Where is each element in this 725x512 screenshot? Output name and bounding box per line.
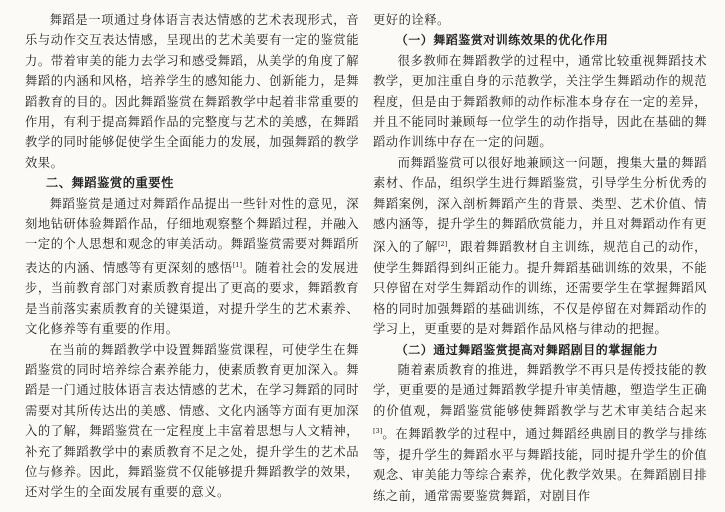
subsection-heading: （一）舞蹈鉴赏对训练效果的优化作用 [395, 33, 609, 48]
body-paragraph [25, 194, 359, 340]
section-heading: 二、舞蹈鉴赏的重要性 [45, 175, 174, 191]
body-paragraph: 更好的诠释。 [373, 13, 450, 27]
body-paragraph: 舞蹈是一项通过身体语言表达情感的艺术表现形式，音乐与动作交互表达情感，呈现出的艺术美要有一定的鉴赏能力。带着审美的能力去学习和感受舞蹈，从美学的角度了解舞蹈的内涵和风格，培养学生的感知能力、创新能力，是舞蹈教育的目的。因此舞蹈鉴赏在舞蹈教学中起着非常重要的作用，有利于提高舞蹈作品的完整度与艺术的美感，在舞蹈教学的同时能够促使学生全面能力的发展，加强舞蹈的教学效果。 [25, 13, 359, 170]
left-column [25, 10, 359, 503]
paragraph-text: 。随着社会的发展进步，当前教育部门对素质教育提出了更高的要求，舞蹈教育是当前落实素质教育的关键渠道，对提升学生的艺术素养、文化修养等有重要的作用。 [25, 260, 359, 337]
paragraph-text: 。在舞蹈教学的过程中，通过舞蹈经典剧目的教学与排练等，提升学生的舞蹈水平与舞蹈技能，同时提升学生的价值观念、审美能力等综合素养，优化教学效果。在舞蹈剧目排练之前，通常需要鉴赏舞蹈，对剧目作 [373, 427, 707, 503]
paragraph-text: ，跟着舞蹈教材自主训练，规范自己的动作，使学生舞蹈得到纠正能力。提升舞蹈基础训练的效果，不能只停留在对学生舞蹈动作的训练，还需要学生在掌握舞蹈风格的同时加强舞蹈的基础训练，不仅是停留在对舞蹈动作的学习上，更重要的是对舞蹈作品风格与律动的把握。 [373, 240, 707, 337]
body-paragraph [373, 360, 707, 506]
paragraph-text: 舞蹈鉴赏是通过对舞蹈作品提出一些针对性的意见，深刻地钻研体验舞蹈作品，仔细地观察整个舞蹈过程，并融入一定的个人思想和观念的审美活动。舞蹈鉴赏需要对舞蹈所表达的内涵、情感等有更深刻的感悟 [25, 196, 359, 275]
body-paragraph [373, 153, 707, 340]
citation-marker: [3] [373, 427, 383, 436]
subsection-heading: （二）通过舞蹈鉴赏提高对舞蹈剧目的掌握能力 [395, 342, 659, 357]
citation-marker: [1] [232, 260, 243, 269]
citation-marker: [2] [437, 240, 448, 249]
body-paragraph: 在当前的舞蹈教学中设置舞蹈鉴赏课程，可使学生在舞蹈鉴赏的同时培养综合素养能力，使素质教育更加深入。舞蹈是一门通过肢体语言表达情感的艺术，在学习舞蹈的同时需要对其所传达出的美感、情感、文化内涵等方面有更加深入的了解，舞蹈鉴赏在一定程度上丰富着思想与人文精神，补充了舞蹈教学中的素质教育不足之处，提升学生的艺术品位与修养。因此，舞蹈鉴赏不仅能够提升舞蹈教学的效果，还对学生的全面发展有重要的意义。 [25, 342, 359, 500]
right-column [373, 10, 707, 506]
paragraph-text: 而舞蹈鉴赏可以很好地兼顾这一问题，搜集大量的舞蹈素材、作品，组织学生进行舞蹈鉴赏，引导学生分析优秀的舞蹈案例，深入剖析舞蹈产生的背景、类型、艺术价值、情感内涵等，提升学生的舞蹈欣赏能力，并且对舞蹈动作有更深入的了解 [373, 155, 707, 255]
body-paragraph: 很多教师在舞蹈教学的过程中，通常比较重视舞蹈技术教学，更加注重自身的示范教学，关注学生舞蹈动作的规范程度，但是由于舞蹈教师的动作标准本身存在一定的差异，并且不能同时兼顾每一位学生的动作指导，因此在基础的舞蹈动作训练中存在一定的问题。 [373, 53, 707, 150]
paragraph-text: 随着素质教育的推进，舞蹈教学不再只是传授技能的教学，更重要的是通过舞蹈教学提升审美情趣，塑造学生正确的价值观，舞蹈鉴赏能够使舞蹈教学与艺术审美结合起来 [373, 363, 707, 418]
